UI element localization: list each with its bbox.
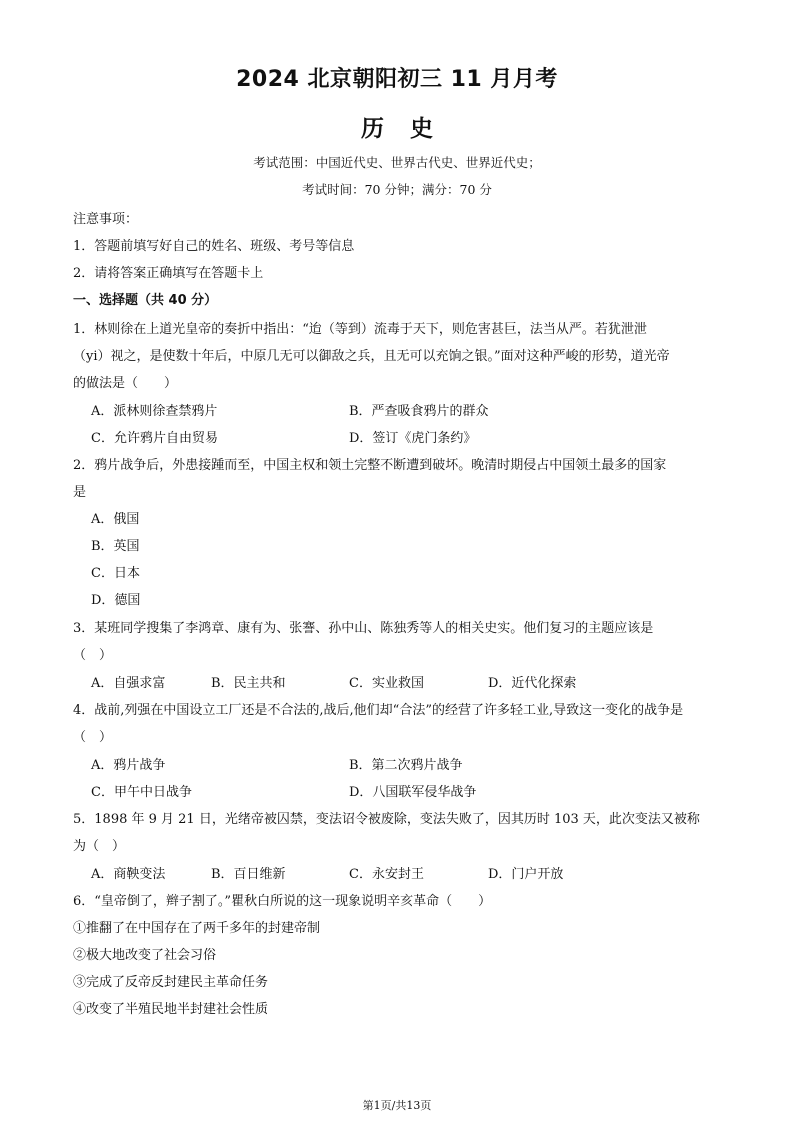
option-a: A．自强求富	[91, 676, 166, 691]
note-item: 1．答题前填写好自己的姓名、班级、考号等信息	[73, 239, 355, 254]
page-number: 第1页/共13页	[362, 1099, 432, 1112]
question-text: 为（ ）	[73, 839, 126, 854]
question-text: 4．战前,列强在中国设立工厂还是不合法的,战后,他们却“合法”的经营了许多轻工业,导致这一变化的战争是	[73, 703, 684, 718]
option-d: D．八国联军侵华战争	[349, 785, 477, 800]
statement-item: ③完成了反帝反封建民主革命任务	[73, 975, 269, 990]
option-c: C．允许鸦片自由贸易	[91, 431, 218, 446]
option-d: D．德国	[91, 593, 141, 608]
statement-item: ④改变了半殖民地半封建社会性质	[73, 1002, 269, 1017]
option-c: C．实业救国	[349, 676, 424, 691]
question-text: 1．林则徐在上道光皇帝的奏折中指出：“迨（等到）流毒于天下，则危害甚巨，法当从严。若犹泄泄	[73, 322, 647, 337]
question-text: 6．“皇帝倒了，辫子割了。”瞿秋白所说的这一现象说明辛亥革命（ ）	[73, 894, 492, 909]
exam-title: 2024 北京朝阳初三 11 月月考	[236, 67, 558, 92]
notes-heading: 注意事项：	[73, 212, 139, 227]
option-b: B．民主共和	[211, 676, 286, 691]
section-heading: 一、选择题（共 40 分）	[73, 293, 218, 308]
question-text: （ ）	[73, 730, 113, 745]
option-d: D．门户开放	[488, 867, 564, 882]
question-text: 3．某班同学搜集了李鸿章、康有为、张謇、孙中山、陈独秀等人的相关史实。他们复习的主题应该是	[73, 621, 654, 636]
option-a: A．俄国	[91, 512, 140, 527]
option-a: A．鸦片战争	[91, 758, 166, 773]
option-c: C．永安封王	[349, 867, 424, 882]
question-text: （yi）视之，是使数十年后，中原几无可以御敌之兵，且无可以充饷之银。”面对这种严峻的形势，道光帝	[73, 349, 670, 364]
option-c: C．日本	[91, 566, 140, 581]
exam-time: 考试时间：70 分钟；满分：70 分	[302, 182, 492, 197]
question-text: 的做法是（ ）	[73, 376, 178, 391]
option-b: B．严查吸食鸦片的群众	[349, 404, 489, 419]
exam-scope: 考试范围：中国近代史、世界古代史、世界近代史；	[253, 155, 541, 170]
question-text: （ ）	[73, 648, 113, 663]
option-b: B．第二次鸦片战争	[349, 758, 463, 773]
option-b: B．英国	[91, 539, 140, 554]
statement-item: ①推翻了在中国存在了两千多年的封建帝制	[73, 921, 321, 936]
option-d: D．近代化探索	[488, 676, 577, 691]
option-d: D．签订《虎门条约》	[349, 431, 477, 446]
subject-title: 历史	[361, 116, 459, 142]
question-text: 2．鸦片战争后，外患接踵而至，中国主权和领土完整不断遭到破坏。晚清时期侵占中国领土最多的国家	[73, 458, 667, 473]
note-item: 2．请将答案正确填写在答题卡上	[73, 266, 264, 281]
option-a: A．派林则徐查禁鸦片	[91, 404, 218, 419]
question-text: 是	[73, 485, 87, 500]
option-b: B．百日维新	[211, 867, 286, 882]
question-text: 5．1898 年 9 月 21 日，光绪帝被囚禁，变法诏令被废除，变法失败了，因其历时 103 天，此次变法又被称	[73, 812, 700, 827]
option-a: A．商鞅变法	[91, 867, 166, 882]
statement-item: ②极大地改变了社会习俗	[73, 948, 217, 963]
option-c: C．甲午中日战争	[91, 785, 192, 800]
